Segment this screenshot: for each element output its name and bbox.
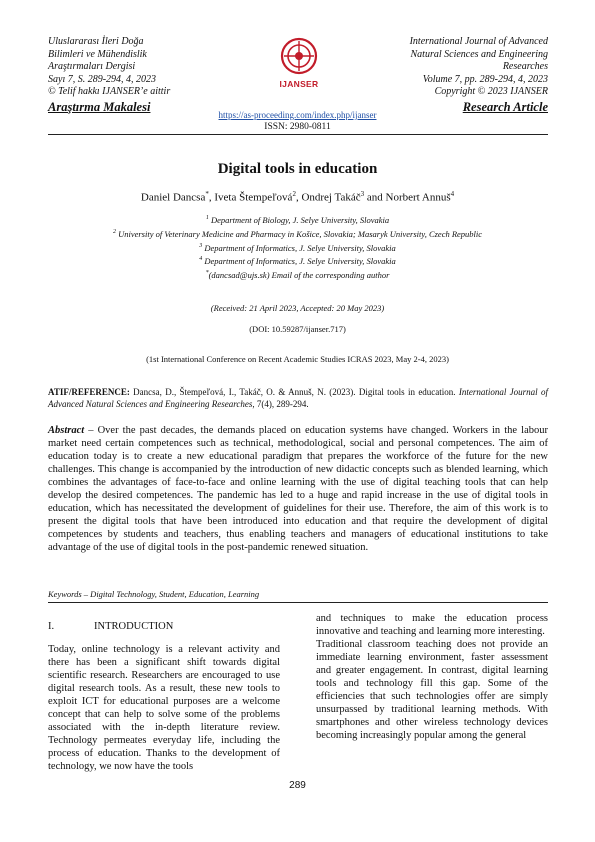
header-right-line1: International Journal of Advanced bbox=[409, 36, 548, 47]
author-name: Daniel Dancsa bbox=[140, 191, 206, 204]
reference-journal: International Journal of Advanced Natural Sciences and Engineering Researches bbox=[48, 387, 548, 409]
author-separator: , bbox=[295, 191, 302, 204]
logo-text: IJANSER bbox=[279, 79, 319, 89]
paper-title: Digital tools in education bbox=[217, 161, 378, 177]
reference-tail: , 7(4), 289-294. bbox=[252, 398, 309, 409]
author-sup: 3 bbox=[360, 190, 365, 198]
header-right-line4: Volume 7, pp. 289-294, 4, 2023 bbox=[422, 73, 548, 85]
affiliation-3 bbox=[0, 240, 595, 254]
affiliation-4 bbox=[0, 253, 595, 267]
corresponding-text: (dancsad@ujs.sk) Email of the corresponding author bbox=[208, 270, 390, 280]
affiliation-sup: 3 bbox=[199, 242, 203, 249]
affiliation-1 bbox=[0, 212, 595, 226]
doi: (DOI: 10.59287/ijanser.717) bbox=[249, 324, 346, 334]
body-paragraph: and techniques to make the education process innovative and teaching and learning more interesting. bbox=[316, 613, 548, 637]
affiliation-sup: 2 bbox=[112, 228, 116, 235]
ijanser-logo-icon bbox=[279, 36, 319, 76]
affiliation-sup: 4 bbox=[199, 256, 203, 263]
abstract-text: – Over the past decades, the demands placed on education systems have changed. Workers in the labour market need certain competences such as technical, methodological, social and personal competences. The aim of education today is to create a new educational paradigm that prepares the workforce of the future for the new challenges. This change is accompanied by the introduction of new didactic concepts such as blended learning, which combines the advantages of face-to-face and online learning with the use of digital teaching tools that can help develop the desired competences. The pandemic has led to a huge and rapid increase in the use of digital tools in education, which has necessitated the development of guidelines for their use. Therefore, the aim of this work is to present the digital tools that have been introduced into education and that require the development of digital competences by students and teachers, thus enabling teachers and managers of educational institutions to take advantage of the use of digital tools in the post-pandemic renewed situation. bbox=[48, 425, 548, 553]
body-column-left bbox=[48, 620, 280, 773]
affiliation-text: Department of Informatics, J. Selye University, Slovakia bbox=[204, 242, 396, 253]
keywords-divider bbox=[48, 602, 548, 603]
header-left-line5: © Telif hakkı IJANSER’e aittir bbox=[48, 86, 171, 97]
author-list bbox=[0, 190, 595, 204]
header-right-line2: Natural Sciences and Engineering bbox=[410, 48, 548, 60]
journal-logo bbox=[253, 36, 345, 89]
citation-reference bbox=[48, 387, 548, 410]
abstract-label: Abstract bbox=[48, 425, 85, 436]
header-right-line5: Copyright © 2023 IJANSER bbox=[434, 86, 548, 97]
affiliation-sup: 1 bbox=[205, 215, 209, 221]
corresponding-author bbox=[0, 270, 595, 280]
author-sup: 2 bbox=[292, 190, 296, 198]
header-right bbox=[358, 36, 548, 113]
affiliation-text: Department of Informatics, J. Selye University, Slovakia bbox=[204, 256, 396, 267]
header-left-line2: Bilimleri ve Mühendislik bbox=[48, 48, 147, 60]
page-number: 289 bbox=[289, 780, 306, 791]
affiliations bbox=[0, 212, 595, 267]
body-paragraph: Today, online technology is a relevant activity and there has been a significant shift towards digital scientific research. Researchers are encouraged to use digital research tools. As a result, these new tools to exploit ICT for educational purposes are a welcome concept that can help to solve some of the problems associated with the in-depth literature review. Technology permeates everyday life, including the process of education. Thanks to the development of technology, we now have the tools bbox=[48, 644, 280, 772]
header-left-line4: Sayı 7, S. 289-294, 4, 2023 bbox=[48, 73, 157, 85]
header-left-line3: Araştırmaları Dergisi bbox=[48, 61, 136, 72]
received-accepted-dates: (Received: 21 April 2023, Accepted: 20 May 2023) bbox=[210, 303, 385, 313]
conference-note: (1st International Conference on Recent Academic Studies ICRAS 2023, May 2-4, 2023) bbox=[146, 354, 449, 364]
author-sup: 4 bbox=[450, 190, 455, 198]
header-divider bbox=[48, 134, 548, 135]
abstract bbox=[48, 424, 548, 554]
body-paragraph: Traditional classroom teaching does not provide an immediate learning environment, faster assessment and greater engagement. In contrast, digital learning tools and technology fill this gap. Some of the efficiencies that such technologies offer are simply unsurpassed by traditional learning methods. With smartphones and other wireless technology devices becoming increasingly popular among the general bbox=[316, 639, 548, 741]
author-name: Iveta Štempeľová bbox=[214, 191, 293, 204]
author-sup: * bbox=[205, 190, 209, 198]
author-separator: and bbox=[364, 191, 386, 204]
affiliation-text: Department of Biology, J. Selye University, Slovakia bbox=[210, 214, 390, 225]
affiliation-text: University of Veterinary Medicine and Pharmacy in Košice, Slovakia; Masaryk University, Czech Republic bbox=[118, 228, 483, 239]
corresponding-sup: * bbox=[205, 270, 209, 277]
author-name: Ondrej Takáč bbox=[301, 191, 361, 204]
section-heading bbox=[48, 620, 280, 633]
author-separator: , bbox=[208, 191, 215, 204]
reference-label: ATIF/REFERENCE: bbox=[48, 387, 130, 397]
reference-text: Dancsa, D., Štempeľová, I., Takáč, O. & Annuš, N. (2023). Digital tools in education. bbox=[129, 387, 459, 397]
issn: ISSN: 2980-0811 bbox=[264, 122, 331, 132]
header-left bbox=[48, 36, 218, 113]
header-left-line1: Uluslararası İleri Doğa bbox=[48, 36, 144, 47]
section-number: I. bbox=[48, 621, 55, 632]
journal-url-link[interactable]: https://as-proceeding.com/index.php/ijanser bbox=[218, 110, 377, 120]
section-title: INTRODUCTION bbox=[94, 621, 174, 632]
article-type-label-en: Research Article bbox=[462, 99, 548, 114]
affiliation-2 bbox=[0, 226, 595, 240]
article-type-label-tr: Araştırma Makalesi bbox=[48, 99, 151, 114]
keywords: Keywords – Digital Technology, Student, Education, Learning bbox=[48, 589, 260, 599]
body-column-right bbox=[316, 612, 548, 742]
author-name: Norbert Annuš bbox=[385, 191, 451, 204]
header-right-line3: Researches bbox=[502, 61, 548, 72]
